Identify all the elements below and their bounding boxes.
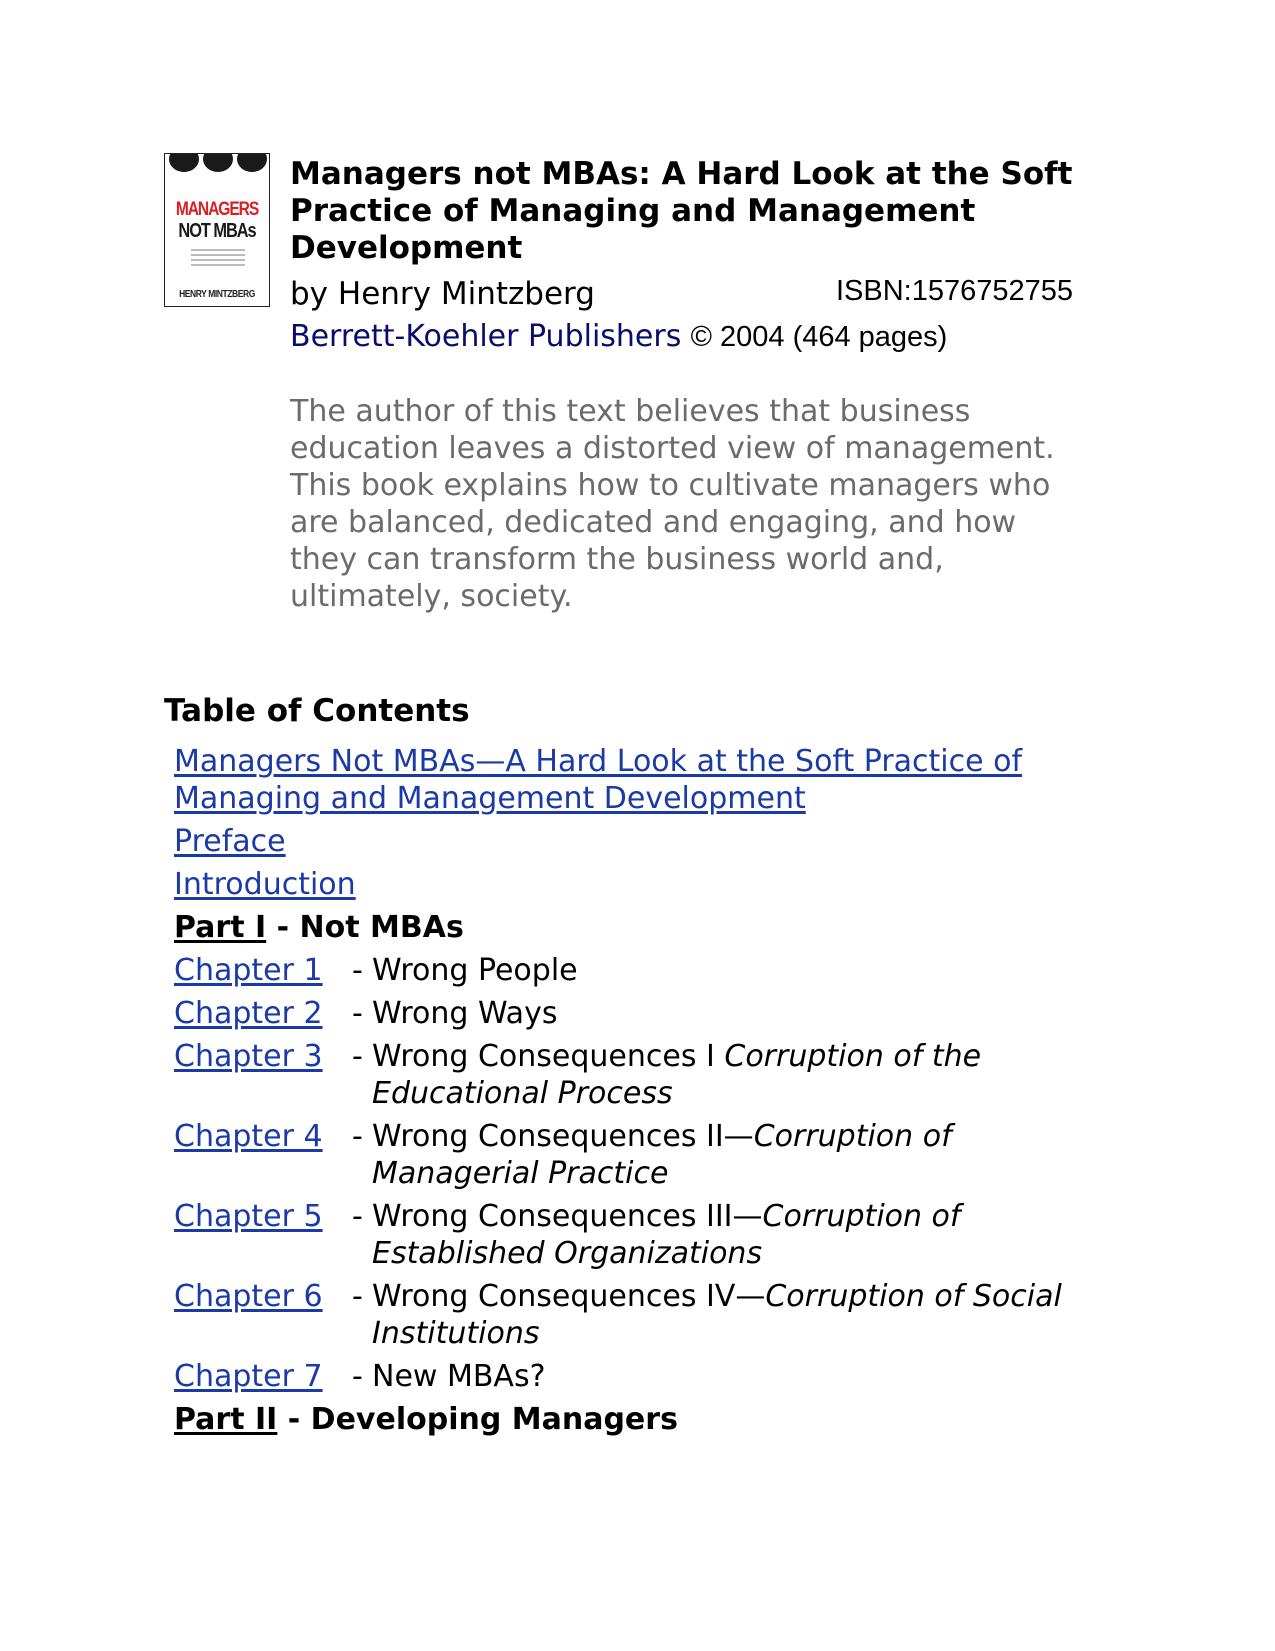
toc-chapter-row [174,1278,1104,1352]
chapter-6-subtitle: Corruption of Social Institutions [372,1279,1062,1351]
toc-chapter-row [174,1118,1104,1192]
chapter-3-title [372,1038,1104,1112]
toc-chapter-row [174,1358,1104,1395]
chapter-6-title [372,1278,1104,1352]
chapter-dash: - [352,1119,363,1154]
chapter-1-link[interactable]: Chapter 1 [174,953,323,988]
toc-chapter-row [174,1038,1104,1112]
chapter-dash: - [352,953,363,988]
book-title: Managers not MBAs: A Hard Look at the Soft Practice of Managing and Management Development [290,156,1073,266]
chapter-6-main-title: Wrong Consequences IV— [372,1279,766,1314]
part-1-title: - Not MBAs [266,910,464,945]
chapter-3-subtitle: Corruption of the Educational Process [372,1039,982,1111]
chapter-1-main-title: Wrong People [372,953,578,988]
toc-heading: Table of Contents [164,693,470,729]
chapter-4-link[interactable]: Chapter 4 [174,1119,323,1154]
cover-author: HENRY MINTZBERG [179,289,255,300]
chapter-3-link[interactable]: Chapter 3 [174,1039,323,1074]
cover-title-line1: MANAGERS [175,199,259,220]
chapter-4-main-title: Wrong Consequences II— [372,1119,754,1154]
part-1-link[interactable]: Part I [174,910,267,945]
chapter-4-title [372,1118,1104,1192]
toc-link-title[interactable]: Managers Not MBAs—A Hard Look at the Soft Practice of Managing and Management Development [174,744,1023,816]
book-isbn: ISBN:1576752755 [836,275,1074,307]
chapter-2-title [372,995,1104,1032]
chapter-2-link[interactable]: Chapter 2 [174,996,323,1031]
book-cover-image [164,153,270,307]
cover-illustration [165,154,269,188]
table-of-contents [174,743,1104,1444]
chapter-7-title [372,1358,1104,1395]
chapter-5-subtitle: Corruption of Established Organizations [372,1199,961,1271]
chapter-1-title [372,952,1104,989]
book-description: The author of this text believes that business education leaves a distorted view of management. This book explains how to cultivate managers who are balanced, dedicated and engaging, and how they can transform the business world and, ultimately, society. [290,394,1055,614]
chapter-4-subtitle: Corruption of Managerial Practice [372,1119,952,1191]
toc-part-1 [174,909,1104,946]
chapter-5-title [372,1198,1104,1272]
part-2-title: - Developing Managers [277,1402,678,1437]
publisher-name: Berrett-Koehler Publishers [290,319,682,354]
toc-link-introduction[interactable]: Introduction [174,867,356,902]
book-author: by Henry Mintzberg [290,276,595,312]
chapter-dash: - [352,1279,363,1314]
chapter-dash: - [352,1199,363,1234]
chapter-7-main-title: New MBAs? [372,1359,546,1394]
chapter-5-link[interactable]: Chapter 5 [174,1199,323,1234]
part-2-link[interactable]: Part II [174,1402,278,1437]
chapter-dash: - [352,996,363,1031]
chapter-dash: - [352,1039,363,1074]
chapter-3-main-title: Wrong Consequences I [372,1039,725,1074]
toc-entry [174,823,1104,860]
cover-subtitle-lines [191,249,245,269]
toc-chapter-row [174,1198,1104,1272]
chapter-2-main-title: Wrong Ways [372,996,558,1031]
publisher-line [290,318,947,356]
chapter-7-link[interactable]: Chapter 7 [174,1359,323,1394]
chapter-5-main-title: Wrong Consequences III— [372,1199,763,1234]
chapter-dash: - [352,1359,363,1394]
toc-entry [174,743,1104,817]
toc-entry [174,866,1104,903]
cover-title-line2: NOT MBAs [178,220,256,242]
chapter-6-link[interactable]: Chapter 6 [174,1279,323,1314]
toc-chapter-row [174,952,1104,989]
toc-part-2 [174,1401,1104,1438]
toc-chapter-row [174,995,1104,1032]
copyright-info: © 2004 (464 pages) [690,321,948,353]
toc-link-preface[interactable]: Preface [174,824,286,859]
